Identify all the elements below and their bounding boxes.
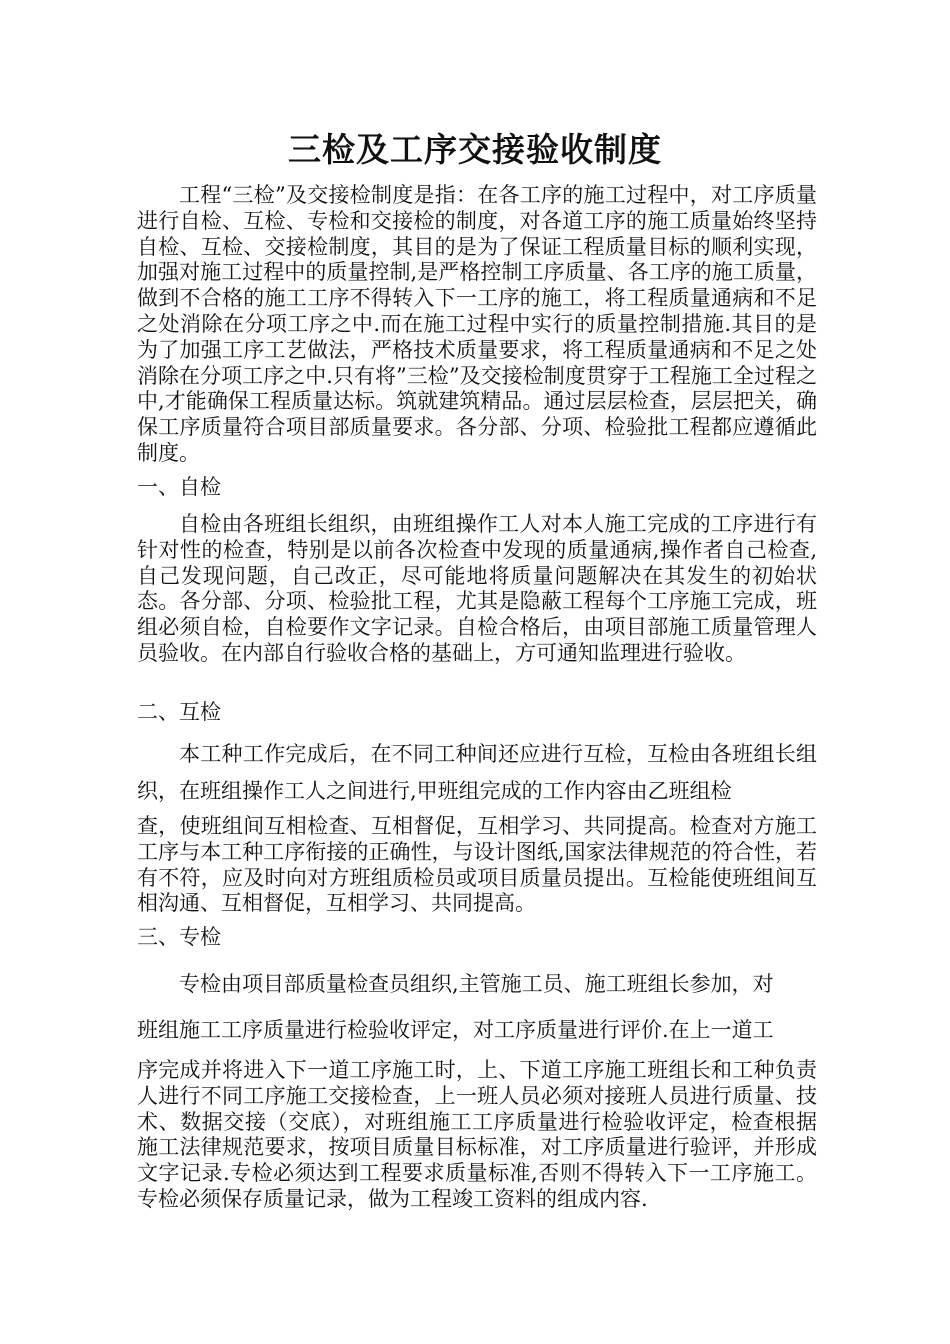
section-body-special-inspection-part3: 序完成并将进入下一道工序施工时，上、下道工序施工班组长和工种负责人进行不同工序施工交接检查，上一班人员必须对接班人员进行质量、技术、数据交接（交底），对班组施工工序质量进行检验收评定，检查根据施工法律规范要求，按项目质量目标标准，对工序质量进行验评，并形成文字记录.专检必须达到工程要求质量标准,否则不得转入下一工序施工。专检必须保存质量记录，做为工程竣工资料的组成内容.: [137, 1058, 817, 1211]
section-body-special-inspection-part2: 班组施工工序质量进行检验收评定，对工序质量进行评价.在上一道工: [137, 1018, 774, 1042]
section-body-mutual-inspection-part2: 查，使班组间互相检查、互相督促，互相学习、共同提高。检查对方施工工序与本工种工序衔接的正确性，与设计图纸,国家法律规范的符合性，若有不符，应及时向对方班组质检员或项目质量员提出。互检能使班组间互相沟通、互相督促，互相学习、共同提高。: [137, 814, 817, 916]
section-heading-mutual-inspection: 二、互检: [137, 700, 221, 724]
section-body-mutual-inspection-part1: 本工种工作完成后，在不同工种间还应进行互检，互检由各班组长组织，在班组操作工人之间进行,甲班组完成的工作内容由乙班组检: [137, 742, 817, 803]
section-heading-self-inspection: 一、自检: [137, 475, 221, 499]
section-body-special-inspection-part1: 专检由项目部质量检查员组织,主管施工员、施工班组长参加，对: [179, 972, 774, 996]
section-heading-special-inspection: 三、专检: [137, 925, 221, 949]
document-title: 三检及工序交接验收制度: [288, 130, 662, 169]
section-body-self-inspection: 自检由各班组长组织，由班组操作工人对本人施工完成的工序进行有针对性的检查，特别是以前各次检查中发现的质量通病,操作者自己检查,自己发现问题，自己改正，尽可能地将质量问题解决在其发生的初始状态。各分部、分项、检验批工程，尤其是隐蔽工程每个工序施工完成，班组必须自检，自检要作文字记录。自检合格后，由项目部施工质量管理人员验收。在内部自行验收合格的基础上，方可通知监理进行验收。: [137, 512, 817, 665]
intro-paragraph: 工程“三检”及交接检制度是指：在各工序的施工过程中，对工序质量进行自检、互检、专检和交接检的制度，对各道工序的施工质量始终坚持自检、互检、交接检制度，其目的是为了保证工程质量目标的顺利实现，加强对施工过程中的质量控制,是严格控制工序质量、各工序的施工质量，做到不合格的施工工序不得转入下一工序的施工，将工程质量通病和不足之处消除在分项工序之中.而在施工过程中实行的质量控制措施.其目的是为了加强工序工艺做法，严格技术质量要求，将工程质量通病和不足之处消除在分项工序之中.只有将”三检”及交接检制度贯穿于工程施工全过程之中,才能确保工程质量达标。筑就建筑精品。通过层层检查，层层把关，确保工序质量符合项目部质量要求。各分部、分项、检验批工程都应遵循此制度。: [137, 183, 817, 465]
